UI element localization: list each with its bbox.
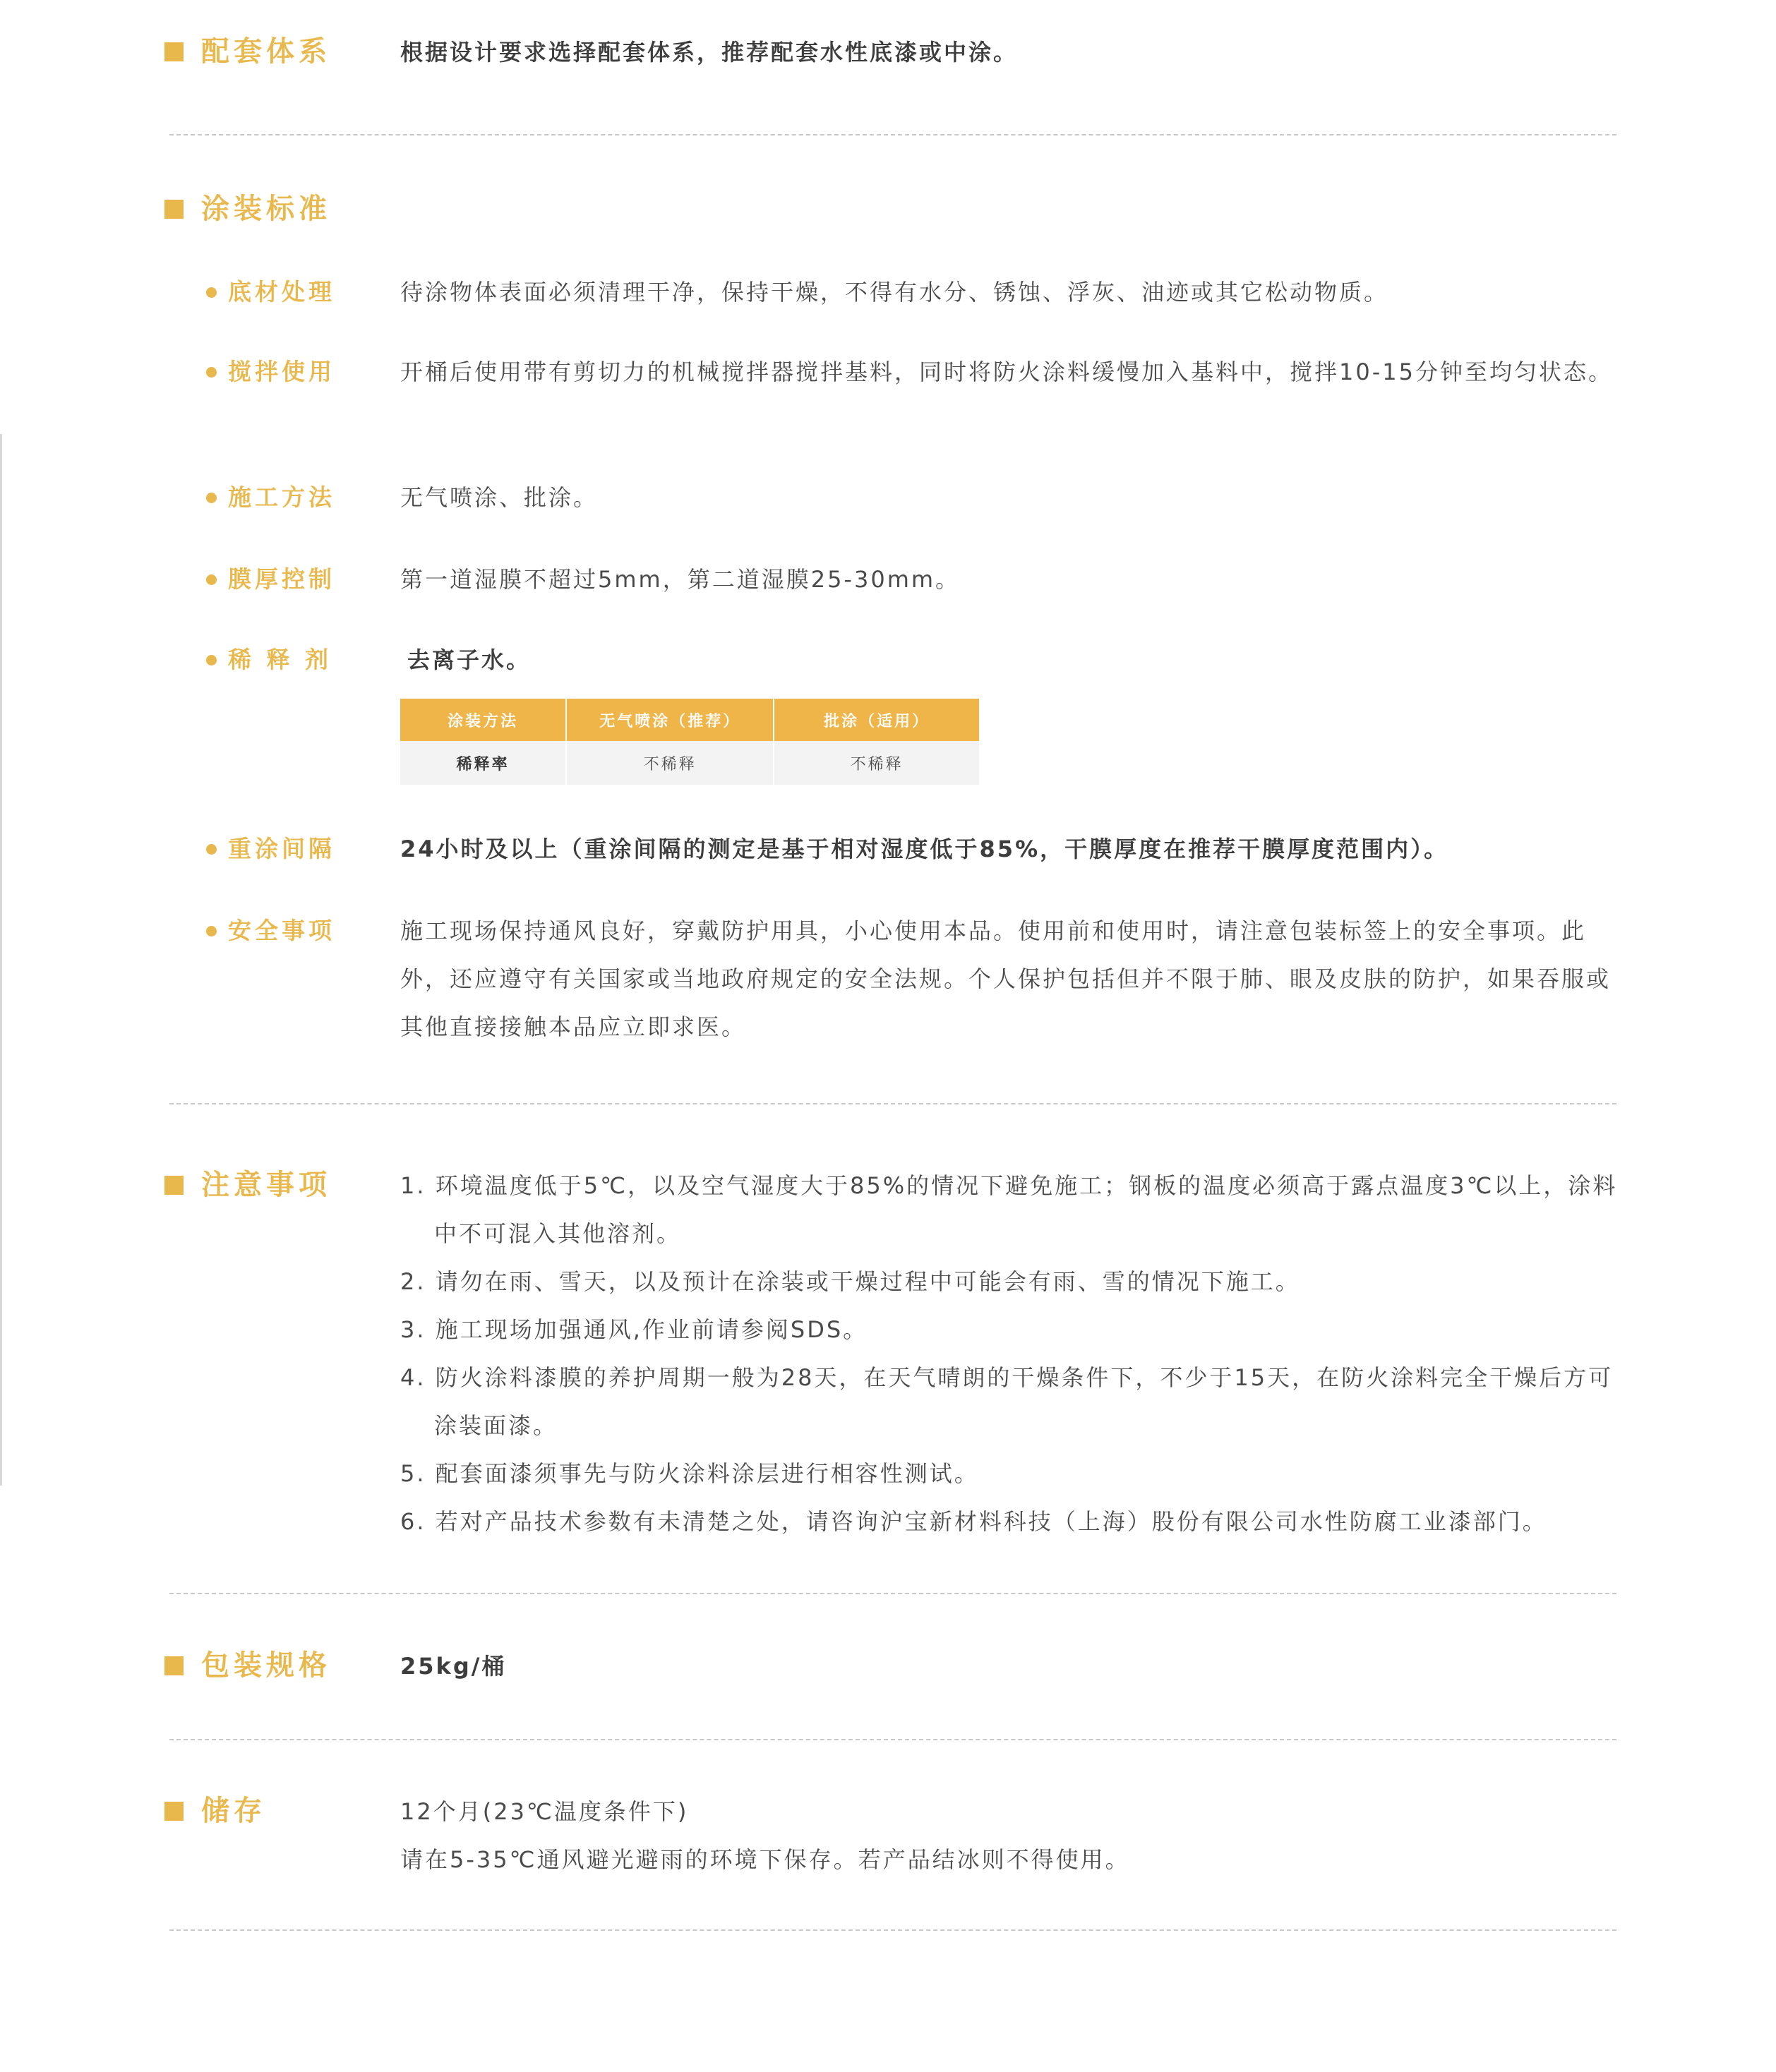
- item-text-method: 无气喷涂、批涂。: [400, 484, 599, 511]
- section-divider: [169, 1739, 1616, 1740]
- section-marker-square: [164, 200, 184, 219]
- bullet-dot: [206, 655, 217, 665]
- matching-text: 根据设计要求选择配套体系，推荐配套水性底漆或中涂。: [400, 39, 1019, 66]
- item-text-thickness: 第一道湿膜不超过5mm，第二道湿膜25-30mm。: [400, 566, 961, 593]
- bullet-dot: [206, 844, 217, 855]
- item-label-recoat: 重涂间隔: [228, 835, 335, 862]
- item-text-mixing: 开桶后使用带有剪切力的机械搅拌器搅拌基料，同时将防火涂料缓慢加入基料中，搅拌10-15分钟至均匀状态。: [400, 359, 1613, 385]
- left-edge-rule: [0, 434, 2, 1486]
- list-item: 2. 请勿在雨、雪天，以及预计在涂装或干燥过程中可能会有雨、雪的情况下施工。: [400, 1268, 1300, 1295]
- storage-line-1: 12个月(23℃温度条件下): [400, 1798, 689, 1825]
- dilution-row-cell: 不稀释: [774, 741, 980, 785]
- dilution-header-cell: 批涂（适用）: [774, 699, 980, 741]
- section-marker-square: [164, 1656, 184, 1675]
- list-item: 4. 防火涂料漆膜的养护周期一般为28天，在天气晴朗的干燥条件下，不少于15天，在防火涂料完全干燥后方可涂装面漆。: [400, 1364, 1614, 1439]
- item-label-thickness: 膜厚控制: [228, 565, 335, 593]
- bullet-dot: [206, 287, 217, 298]
- list-item: 1. 环境温度低于5℃，以及空气湿度大于85%的情况下避免施工；钢板的温度必须高于露点温度3℃以上，涂料中不可混入其他溶剂。: [400, 1172, 1618, 1247]
- section-title-notes: 注意事项: [201, 1169, 331, 1201]
- notes-list: [400, 1162, 1621, 1546]
- dilution-table-row: [400, 741, 980, 785]
- item-label-safety: 安全事项: [228, 917, 335, 944]
- section-title-standard: 涂装标准: [201, 193, 331, 225]
- dilution-row-cell: 不稀释: [566, 741, 774, 785]
- section-title-matching: 配套体系: [201, 35, 331, 68]
- section-title-storage: 储存: [201, 1795, 266, 1827]
- item-label-mixing: 搅拌使用: [228, 358, 335, 385]
- dilution-table-header-row: [400, 699, 980, 741]
- item-label-diluent: 稀 释 剂: [228, 646, 332, 673]
- dilution-row-cell: 稀释率: [400, 741, 566, 785]
- item-text-safety: 施工现场保持通风良好，穿戴防护用具，小心使用本品。使用前和使用时，请注意包装标签上的安全事项。此外，还应遵守有关国家或当地政府规定的安全法规。个人保护包括但并不限于肺、眼及皮肤的防护，如果吞服或其他直接接触本品应立即求医。: [400, 917, 1612, 1040]
- dilution-header-cell: 涂装方法: [400, 699, 566, 741]
- bullet-dot: [206, 926, 217, 936]
- section-marker-square: [164, 1176, 184, 1195]
- section-marker-square: [164, 42, 184, 61]
- section-divider: [169, 1593, 1616, 1594]
- dilution-table: [400, 699, 980, 785]
- dilution-header-cell: 无气喷涂（推荐）: [566, 699, 774, 741]
- item-text-recoat: 24小时及以上（重涂间隔的测定是基于相对湿度低于85%，干膜厚度在推荐干膜厚度范围内）。: [400, 836, 1449, 862]
- list-item: 6. 若对产品技术参数有未清楚之处，请咨询沪宝新材料科技（上海）股份有限公司水性防腐工业漆部门。: [400, 1508, 1547, 1535]
- section-divider: [169, 1929, 1616, 1931]
- bullet-dot: [206, 574, 217, 585]
- storage-line-2: 请在5-35℃通风避光避雨的环境下保存。若产品结冰则不得使用。: [400, 1846, 1130, 1873]
- item-text-diluent: 去离子水。: [407, 646, 532, 673]
- section-marker-square: [164, 1802, 184, 1821]
- section-divider: [169, 134, 1616, 135]
- section-title-packaging: 包装规格: [201, 1649, 331, 1682]
- list-item: 3. 施工现场加强通风,作业前请参阅SDS。: [400, 1316, 868, 1343]
- item-label-method: 施工方法: [228, 483, 335, 511]
- section-divider: [169, 1103, 1616, 1104]
- bullet-dot: [206, 367, 217, 378]
- packaging-text: 25kg/桶: [400, 1653, 507, 1680]
- item-text-substrate: 待涂物体表面必须清理干净，保持干燥，不得有水分、锈蚀、浮灰、油迹或其它松动物质。: [400, 279, 1389, 306]
- list-item: 5. 配套面漆须事先与防火涂料涂层进行相容性测试。: [400, 1460, 979, 1487]
- item-label-substrate: 底材处理: [228, 278, 335, 306]
- bullet-dot: [206, 493, 217, 503]
